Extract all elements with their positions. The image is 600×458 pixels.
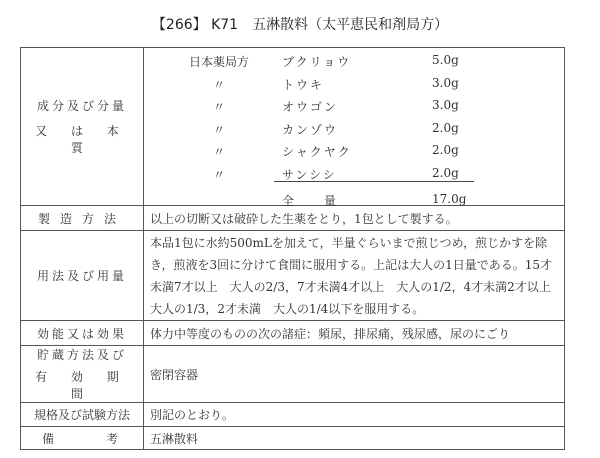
ingredient-row (144, 121, 564, 141)
storage-row (21, 346, 565, 403)
total-amount: 17.0g (432, 192, 467, 206)
efficacy-label: 効能又は効果 (21, 321, 144, 346)
ingredient-amount: 3.0g (432, 98, 459, 112)
storage-label (21, 346, 144, 403)
composition-label (21, 48, 144, 206)
ingredient-amount: 3.0g (432, 75, 459, 90)
ingredient-amount: 2.0g (432, 120, 459, 135)
usage-row (21, 231, 565, 321)
spec-row (21, 403, 565, 427)
ingredient-name: トウキ (282, 77, 325, 92)
ingredient-row (144, 76, 564, 96)
label-line: 成分及び分量 (36, 99, 127, 113)
ingredient-source: 〃 (212, 100, 225, 114)
ingredient-name: サンシシ (282, 167, 337, 182)
ingredient-source: 〃 (212, 167, 225, 182)
efficacy-row (21, 321, 565, 346)
total-row (144, 192, 564, 212)
ingredient-name: ブクリョウ (282, 55, 352, 69)
ingredient-row (144, 166, 564, 186)
document-title: 【266】 K71 五淋散料（太平恵民和剤局方） (151, 17, 449, 33)
formula-table (20, 47, 565, 450)
ingredient-row (144, 98, 564, 118)
ingredient-source: 日本薬局方 (188, 55, 249, 69)
label-line: 貯蔵方法及び (36, 348, 127, 362)
label-line: 有 効 期 間 (35, 370, 129, 401)
total-label: 全 量 (282, 194, 339, 208)
usage-label: 用法及び用量 (21, 231, 144, 321)
label-line: 又 は 本 質 (35, 124, 129, 155)
spec-text: 別記のとおり。 (144, 403, 565, 427)
ingredient-source: 〃 (212, 145, 225, 159)
ingredient-name: シャクヤク (282, 145, 352, 159)
ingredient-source: 〃 (212, 77, 225, 92)
ingredient-name: カンゾウ (282, 122, 339, 137)
ingredient-source: 〃 (212, 122, 225, 137)
spec-label: 規格及び試験方法 (21, 403, 144, 427)
ingredient-name: オウゴン (282, 100, 339, 114)
ingredient-amount: 5.0g (432, 53, 459, 67)
remarks-row (21, 427, 565, 450)
usage-text: 本品1包に水約500mLを加えて，半量ぐらいまで煎じつめ，煎じかすを除き，煎液を3回に分けて食間に服用する。上記は大人の1日量である。15才未満7才以上 大人の2/3，7才未満4才以上 大人の1/2，4才未満2才以上 大人の1/3，2才未満 大人の1/4以下を服用する。 (144, 231, 565, 321)
manufacture-text: 以上の切断又は破砕した生薬をとり，1包として製する。 (144, 206, 565, 231)
storage-text: 密閉容器 (144, 346, 565, 403)
remarks-label: 備 考 (21, 427, 144, 450)
ingredient-row (144, 143, 564, 163)
remarks-text: 五淋散料 (144, 427, 565, 450)
manufacture-label: 製造方法 (21, 206, 144, 231)
composition-row (21, 48, 565, 206)
ingredient-list (144, 48, 564, 208)
ingredient-amount: 2.0g (432, 143, 459, 157)
ingredient-amount: 2.0g (432, 165, 459, 180)
efficacy-text: 体力中等度のものの次の諸症：頻尿，排尿痛，残尿感，尿のにごり (144, 321, 565, 346)
ingredient-row (144, 53, 564, 73)
